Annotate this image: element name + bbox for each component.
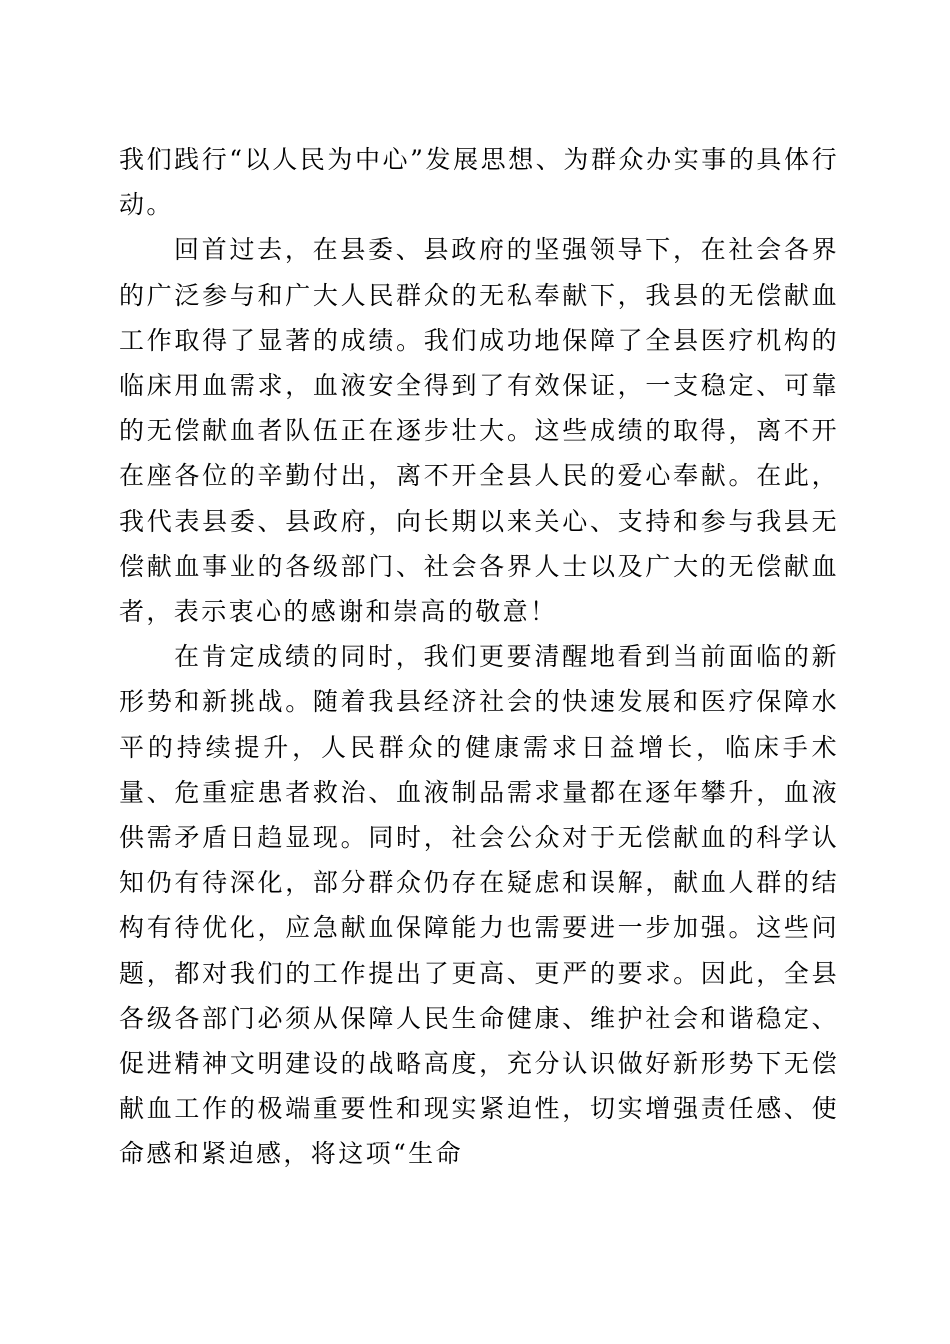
paragraph-2: 回首过去，在县委、县政府的坚强领导下，在社会各界的广泛参与和广大人民群众的无私奉献下，我县的无偿献血工作取得了显著的成绩。我们成功地保障了全县医疗机构的临床用血需求，血液安全得到了有效保证，一支稳定、可靠的无偿献血者队伍正在逐步壮大。这些成绩的取得，离不开在座各位的辛勤付出，离不开全县人民的爱心奉献。在此，我代表县委、县政府，向长期以来关心、支持和参与我县无偿献血事业的各级部门、社会各界人士以及广大的无偿献血者，表示衷心的感谢和崇高的敬意！ bbox=[119, 235, 839, 627]
paragraph-3: 在肯定成绩的同时，我们更要清醒地看到当前面临的新形势和新挑战。随着我县经济社会的快速发展和医疗保障水平的持续提升，人民群众的健康需求日益增长，临床手术量、危重症患者救治、血液制品需求量都在逐年攀升，血液供需矛盾日趋显现。同时，社会公众对于无偿献血的科学认知仍有待深化，部分群众仍存在疑虑和误解，献血人群的结构有待优化，应急献血保障能力也需要进一步加强。这些问题，都对我们的工作提出了更高、更严的要求。因此，全县各级各部门必须从保障人民生命健康、维护社会和谐稳定、促进精神文明建设的战略高度，充分认识做好新形势下无偿献血工作的极端重要性和现实紧迫性，切实增强责任感、使命感和紧迫感，将这项“生命 bbox=[119, 642, 839, 1169]
document-body bbox=[119, 137, 839, 1177]
paragraph-1: 我们践行“以人民为中心”发展思想、为群众办实事的具体行动。 bbox=[119, 145, 839, 220]
